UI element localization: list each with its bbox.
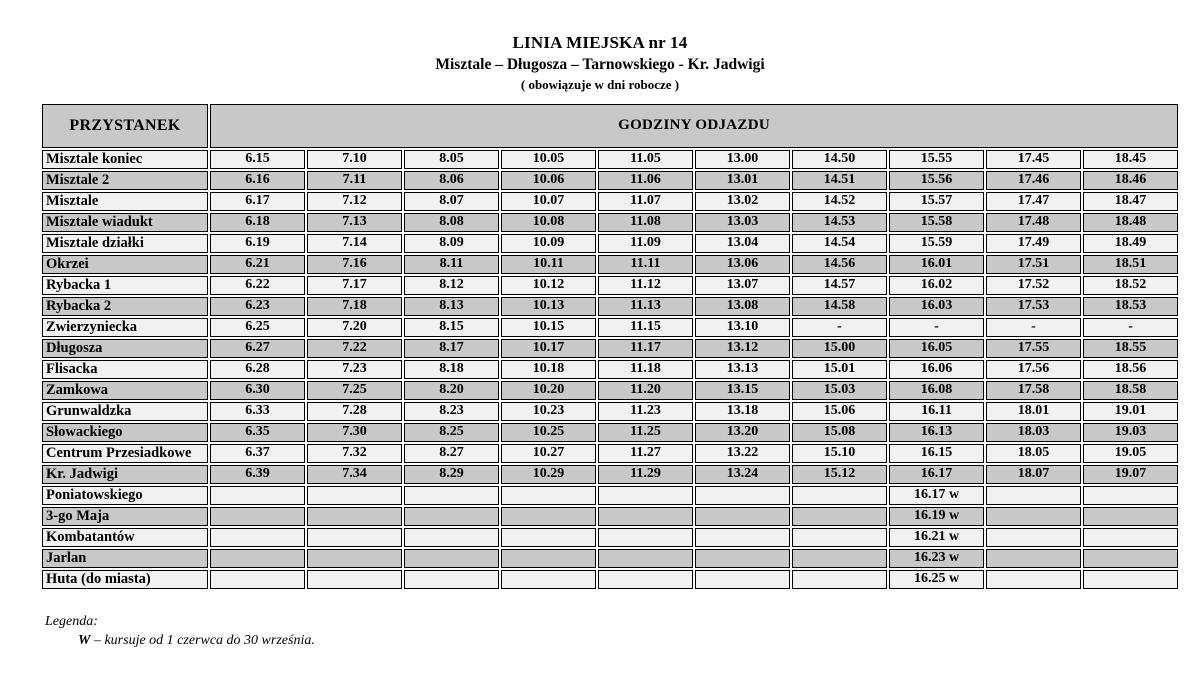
time-cell: 8.27	[404, 444, 499, 463]
station-cell: Długosza	[42, 339, 208, 358]
time-cell: 6.35	[210, 423, 305, 442]
time-cell: 10.13	[501, 297, 596, 316]
time-cell: 13.06	[695, 255, 790, 274]
time-cell	[1083, 507, 1178, 526]
legend-symbol: W	[78, 632, 91, 648]
time-cell: -	[889, 318, 984, 337]
time-cell: 16.11	[889, 402, 984, 421]
time-cell: 13.13	[695, 360, 790, 379]
table-row	[42, 276, 1178, 295]
station-cell: Rybacka 1	[42, 276, 208, 295]
time-cell: 8.05	[404, 150, 499, 169]
time-cell: 6.28	[210, 360, 305, 379]
time-cell	[1083, 549, 1178, 568]
time-cell: 16.23 w	[889, 549, 984, 568]
time-cell: 8.25	[404, 423, 499, 442]
station-cell: Okrzei	[42, 255, 208, 274]
time-cell: 16.17 w	[889, 486, 984, 505]
time-cell: 8.15	[404, 318, 499, 337]
time-cell: 15.10	[792, 444, 887, 463]
time-cell: 11.18	[598, 360, 693, 379]
time-cell: 16.21 w	[889, 528, 984, 547]
time-cell: 18.58	[1083, 381, 1178, 400]
time-cell: 15.58	[889, 213, 984, 232]
time-cell: 11.29	[598, 465, 693, 484]
time-cell	[307, 570, 402, 589]
time-cell: 6.30	[210, 381, 305, 400]
table-row	[42, 402, 1178, 421]
table-row	[42, 465, 1178, 484]
time-cell	[501, 486, 596, 505]
time-cell: 13.20	[695, 423, 790, 442]
station-cell: Misztale 2	[42, 171, 208, 190]
time-cell: 17.58	[986, 381, 1081, 400]
time-cell	[210, 507, 305, 526]
table-row	[42, 297, 1178, 316]
time-cell: 13.02	[695, 192, 790, 211]
time-cell: 8.07	[404, 192, 499, 211]
time-cell: 7.17	[307, 276, 402, 295]
time-cell	[986, 570, 1081, 589]
column-header-station: PRZYSTANEK	[42, 104, 208, 148]
time-cell: 15.12	[792, 465, 887, 484]
time-cell: 6.33	[210, 402, 305, 421]
time-cell: 10.08	[501, 213, 596, 232]
time-cell	[307, 486, 402, 505]
time-cell: 7.22	[307, 339, 402, 358]
time-cell: 13.04	[695, 234, 790, 253]
time-cell: 7.20	[307, 318, 402, 337]
table-row	[42, 234, 1178, 253]
time-cell: 11.20	[598, 381, 693, 400]
time-cell: 11.23	[598, 402, 693, 421]
time-cell: 7.25	[307, 381, 402, 400]
time-cell: 13.18	[695, 402, 790, 421]
station-cell: Centrum Przesiadkowe	[42, 444, 208, 463]
time-cell: 6.16	[210, 171, 305, 190]
time-cell	[210, 528, 305, 547]
table-row	[42, 255, 1178, 274]
time-cell: 8.20	[404, 381, 499, 400]
time-cell: 13.00	[695, 150, 790, 169]
time-cell: 8.17	[404, 339, 499, 358]
validity-note: ( obowiązuje w dni robocze )	[520, 76, 680, 92]
time-cell: 18.07	[986, 465, 1081, 484]
time-cell: 17.55	[986, 339, 1081, 358]
time-cell	[404, 486, 499, 505]
station-cell: Zamkowa	[42, 381, 208, 400]
time-cell: 16.17	[889, 465, 984, 484]
time-cell: -	[986, 318, 1081, 337]
time-cell: 10.29	[501, 465, 596, 484]
station-cell: Misztale	[42, 192, 208, 211]
time-cell: 18.05	[986, 444, 1081, 463]
time-cell	[404, 528, 499, 547]
time-cell: 16.13	[889, 423, 984, 442]
time-cell: 11.25	[598, 423, 693, 442]
time-cell: 6.21	[210, 255, 305, 274]
table-row	[42, 318, 1178, 337]
time-cell: 10.06	[501, 171, 596, 190]
time-cell	[307, 507, 402, 526]
time-cell	[792, 486, 887, 505]
time-cell: 18.49	[1083, 234, 1178, 253]
time-cell: 13.12	[695, 339, 790, 358]
station-cell: Kombatantów	[42, 528, 208, 547]
time-cell	[598, 486, 693, 505]
legend-heading: Legenda:	[45, 613, 98, 629]
time-cell: 10.18	[501, 360, 596, 379]
time-cell: 13.15	[695, 381, 790, 400]
legend-entry	[78, 632, 1200, 651]
time-cell: 16.05	[889, 339, 984, 358]
time-cell	[501, 570, 596, 589]
time-cell: 13.03	[695, 213, 790, 232]
time-cell: 15.00	[792, 339, 887, 358]
time-cell	[501, 528, 596, 547]
table-row	[42, 150, 1178, 169]
time-cell: 8.23	[404, 402, 499, 421]
station-cell: 3-go Maja	[42, 507, 208, 526]
time-cell: 19.05	[1083, 444, 1178, 463]
time-cell: 7.16	[307, 255, 402, 274]
table-row	[42, 507, 1178, 526]
time-cell	[695, 570, 790, 589]
time-cell	[598, 570, 693, 589]
time-cell: 13.24	[695, 465, 790, 484]
route-subtitle: Misztale – Długosza – Tarnowskiego - Kr. Jadwigi	[435, 56, 765, 74]
time-cell: 16.02	[889, 276, 984, 295]
time-cell: 11.07	[598, 192, 693, 211]
time-cell: 18.48	[1083, 213, 1178, 232]
time-cell: 17.56	[986, 360, 1081, 379]
time-cell: 11.06	[598, 171, 693, 190]
table-row	[42, 213, 1178, 232]
time-cell: 6.23	[210, 297, 305, 316]
time-cell	[986, 549, 1081, 568]
time-cell: 14.54	[792, 234, 887, 253]
time-cell: 8.11	[404, 255, 499, 274]
table-row	[42, 192, 1178, 211]
time-cell	[792, 549, 887, 568]
time-cell	[1083, 486, 1178, 505]
time-cell: 16.25 w	[889, 570, 984, 589]
time-cell: -	[1083, 318, 1178, 337]
time-cell: 10.05	[501, 150, 596, 169]
time-cell: 8.08	[404, 213, 499, 232]
time-cell: 7.11	[307, 171, 402, 190]
time-cell	[501, 549, 596, 568]
time-cell: 6.27	[210, 339, 305, 358]
time-cell: 17.48	[986, 213, 1081, 232]
time-cell: 16.01	[889, 255, 984, 274]
time-cell	[404, 507, 499, 526]
time-cell: 17.51	[986, 255, 1081, 274]
time-cell: 8.12	[404, 276, 499, 295]
station-cell: Zwierzyniecka	[42, 318, 208, 337]
time-cell	[210, 549, 305, 568]
time-cell: 11.17	[598, 339, 693, 358]
time-cell: 11.15	[598, 318, 693, 337]
station-cell: Misztale koniec	[42, 150, 208, 169]
table-row	[42, 570, 1178, 589]
header-row	[42, 104, 1178, 148]
table-row	[42, 381, 1178, 400]
time-cell: 10.11	[501, 255, 596, 274]
time-cell: 6.39	[210, 465, 305, 484]
time-cell	[307, 549, 402, 568]
time-cell: 18.51	[1083, 255, 1178, 274]
time-cell	[404, 549, 499, 568]
time-cell	[695, 486, 790, 505]
time-cell: 16.06	[889, 360, 984, 379]
table-row	[42, 549, 1178, 568]
table-row	[42, 339, 1178, 358]
time-cell	[792, 528, 887, 547]
time-cell: 15.59	[889, 234, 984, 253]
title-block	[0, 0, 1200, 93]
time-cell	[1083, 528, 1178, 547]
time-cell: 18.56	[1083, 360, 1178, 379]
station-cell: Flisacka	[42, 360, 208, 379]
time-cell	[404, 570, 499, 589]
time-cell	[986, 486, 1081, 505]
table-row	[42, 360, 1178, 379]
time-cell: 11.11	[598, 255, 693, 274]
time-cell: 16.03	[889, 297, 984, 316]
time-cell	[501, 507, 596, 526]
page-title: LINIA MIEJSKA nr 14	[512, 33, 688, 52]
time-cell: 11.08	[598, 213, 693, 232]
time-cell: 7.12	[307, 192, 402, 211]
column-header-departure-times: GODZINY ODJAZDU	[210, 104, 1178, 148]
time-cell: 17.53	[986, 297, 1081, 316]
time-cell	[695, 549, 790, 568]
time-cell: 10.12	[501, 276, 596, 295]
time-cell: 15.03	[792, 381, 887, 400]
time-cell: 7.32	[307, 444, 402, 463]
time-cell: 18.53	[1083, 297, 1178, 316]
time-cell: 13.07	[695, 276, 790, 295]
time-cell: 16.15	[889, 444, 984, 463]
time-cell: 10.25	[501, 423, 596, 442]
time-cell: 13.01	[695, 171, 790, 190]
table-row	[42, 423, 1178, 442]
time-cell: 19.07	[1083, 465, 1178, 484]
time-cell	[695, 507, 790, 526]
time-cell: 7.10	[307, 150, 402, 169]
time-cell: 10.27	[501, 444, 596, 463]
time-cell: 6.18	[210, 213, 305, 232]
time-cell: 10.09	[501, 234, 596, 253]
time-cell: 7.28	[307, 402, 402, 421]
time-cell: 10.20	[501, 381, 596, 400]
time-cell: -	[792, 318, 887, 337]
time-cell: 14.52	[792, 192, 887, 211]
station-cell: Kr. Jadwigi	[42, 465, 208, 484]
time-cell: 8.18	[404, 360, 499, 379]
time-cell: 13.22	[695, 444, 790, 463]
time-cell: 10.17	[501, 339, 596, 358]
time-cell: 6.15	[210, 150, 305, 169]
time-cell: 15.06	[792, 402, 887, 421]
time-cell: 17.45	[986, 150, 1081, 169]
time-cell: 10.15	[501, 318, 596, 337]
station-cell: Rybacka 2	[42, 297, 208, 316]
time-cell: 10.23	[501, 402, 596, 421]
station-cell: Poniatowskiego	[42, 486, 208, 505]
time-cell: 6.37	[210, 444, 305, 463]
time-cell: 6.19	[210, 234, 305, 253]
time-cell: 13.08	[695, 297, 790, 316]
time-cell: 11.05	[598, 150, 693, 169]
time-cell: 19.01	[1083, 402, 1178, 421]
time-cell: 17.47	[986, 192, 1081, 211]
time-cell: 7.18	[307, 297, 402, 316]
time-cell	[210, 570, 305, 589]
time-cell	[307, 528, 402, 547]
station-cell: Jarlan	[42, 549, 208, 568]
time-cell	[598, 507, 693, 526]
time-cell: 15.57	[889, 192, 984, 211]
time-cell: 7.30	[307, 423, 402, 442]
legend	[45, 613, 1200, 651]
station-cell: Misztale wiadukt	[42, 213, 208, 232]
time-cell: 18.52	[1083, 276, 1178, 295]
time-cell: 18.45	[1083, 150, 1178, 169]
time-cell: 13.10	[695, 318, 790, 337]
timetable	[40, 102, 1180, 591]
time-cell: 8.29	[404, 465, 499, 484]
time-cell: 14.56	[792, 255, 887, 274]
time-cell	[695, 528, 790, 547]
time-cell: 16.19 w	[889, 507, 984, 526]
time-cell: 11.13	[598, 297, 693, 316]
time-cell: 14.58	[792, 297, 887, 316]
time-cell: 6.22	[210, 276, 305, 295]
time-cell: 15.55	[889, 150, 984, 169]
time-cell: 18.01	[986, 402, 1081, 421]
time-cell: 15.08	[792, 423, 887, 442]
time-cell: 7.23	[307, 360, 402, 379]
time-cell	[598, 549, 693, 568]
legend-text: – kursuje od 1 czerwca do 30 września.	[90, 632, 315, 648]
time-cell: 18.55	[1083, 339, 1178, 358]
time-cell: 18.03	[986, 423, 1081, 442]
time-cell	[598, 528, 693, 547]
time-cell: 18.47	[1083, 192, 1178, 211]
time-cell: 8.09	[404, 234, 499, 253]
time-cell: 7.14	[307, 234, 402, 253]
time-cell: 14.51	[792, 171, 887, 190]
time-cell: 14.53	[792, 213, 887, 232]
time-cell: 17.49	[986, 234, 1081, 253]
time-cell: 11.27	[598, 444, 693, 463]
station-cell: Słowackiego	[42, 423, 208, 442]
table-row	[42, 171, 1178, 190]
time-cell: 11.09	[598, 234, 693, 253]
time-cell: 6.17	[210, 192, 305, 211]
table-row	[42, 528, 1178, 547]
time-cell: 16.08	[889, 381, 984, 400]
time-cell: 15.01	[792, 360, 887, 379]
table-row	[42, 444, 1178, 463]
time-cell	[1083, 570, 1178, 589]
time-cell: 14.50	[792, 150, 887, 169]
time-cell	[986, 528, 1081, 547]
time-cell: 18.46	[1083, 171, 1178, 190]
time-cell	[792, 507, 887, 526]
time-cell	[210, 486, 305, 505]
time-cell: 10.07	[501, 192, 596, 211]
time-cell: 6.25	[210, 318, 305, 337]
time-cell: 7.34	[307, 465, 402, 484]
time-cell: 8.06	[404, 171, 499, 190]
time-cell: 15.56	[889, 171, 984, 190]
time-cell: 19.03	[1083, 423, 1178, 442]
time-cell: 11.12	[598, 276, 693, 295]
time-cell: 17.52	[986, 276, 1081, 295]
table-row	[42, 486, 1178, 505]
time-cell	[986, 507, 1081, 526]
time-cell: 14.57	[792, 276, 887, 295]
time-cell	[792, 570, 887, 589]
station-cell: Huta (do miasta)	[42, 570, 208, 589]
station-cell: Misztale działki	[42, 234, 208, 253]
time-cell: 8.13	[404, 297, 499, 316]
timetable-body	[42, 150, 1178, 589]
station-cell: Grunwaldzka	[42, 402, 208, 421]
time-cell: 7.13	[307, 213, 402, 232]
time-cell: 17.46	[986, 171, 1081, 190]
